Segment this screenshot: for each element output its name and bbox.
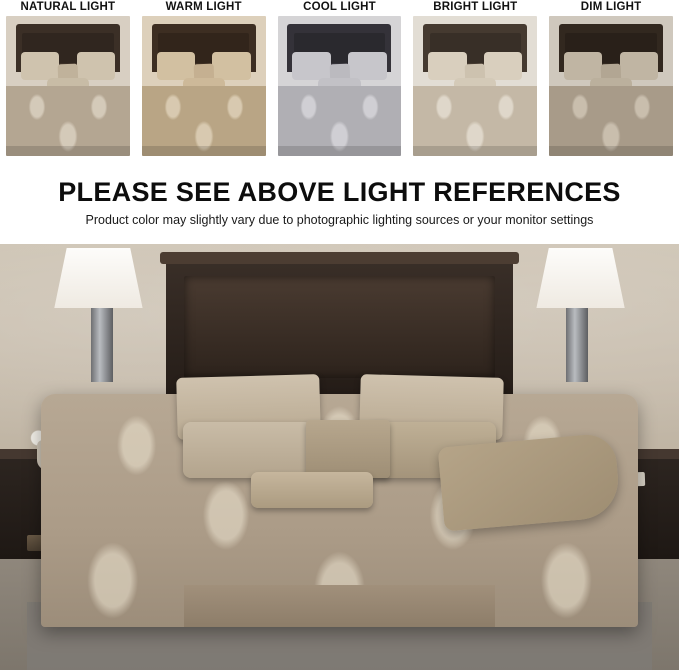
thumb-pillow-right	[348, 52, 386, 80]
bed-thumbnail-warm	[142, 16, 266, 156]
bed-thumbnail-dim	[549, 16, 673, 156]
hero-lamp-shade-left	[54, 248, 142, 308]
thumb-pillow-left	[428, 52, 466, 80]
bed-thumbnail-bright	[413, 16, 537, 156]
light-reference-label: DIM LIGHT	[580, 1, 642, 13]
light-reference-panel	[0, 0, 136, 172]
thumb-floor	[142, 146, 266, 156]
hero-lamp-base-left	[91, 308, 113, 382]
thumb-floor	[6, 146, 130, 156]
hero-standard-sham-left	[183, 422, 312, 478]
light-reference-panel	[407, 0, 543, 172]
light-reference-strip	[0, 0, 679, 172]
light-reference-label: WARM LIGHT	[165, 1, 242, 13]
hero-bedroom-photo	[0, 244, 679, 670]
light-reference-panel	[136, 0, 272, 172]
hero-lamp-base-right	[566, 308, 588, 382]
thumb-floor	[549, 146, 673, 156]
thumb-pillow-right	[484, 52, 522, 80]
light-reference-label: NATURAL LIGHT	[20, 1, 116, 13]
thumb-pillow-left	[157, 52, 195, 80]
headline-title: PLEASE SEE ABOVE LIGHT REFERENCES	[58, 177, 621, 207]
hero-decorative-pillow	[306, 420, 391, 478]
hero-bedskirt	[184, 585, 495, 627]
light-reference-panel	[543, 0, 679, 172]
hero-lamp-shade-right	[536, 248, 624, 308]
thumb-floor	[413, 146, 537, 156]
hero-bolster-pillow	[251, 472, 373, 508]
bed-thumbnail-cool	[278, 16, 402, 156]
light-reference-label: COOL LIGHT	[303, 1, 376, 13]
light-reference-label: BRIGHT LIGHT	[433, 1, 518, 13]
headline-band	[0, 172, 679, 244]
thumb-pillow-right	[212, 52, 250, 80]
thumb-pillow-left	[292, 52, 330, 80]
thumb-pillow-right	[77, 52, 115, 80]
thumb-pillow-left	[21, 52, 59, 80]
thumb-pillow-right	[620, 52, 658, 80]
thumb-pillow-left	[564, 52, 602, 80]
thumb-floor	[278, 146, 402, 156]
hero-headboard-crown	[160, 252, 520, 264]
bed-thumbnail-natural	[6, 16, 130, 156]
headline-subtitle: Product color may slightly vary due to photographic lighting sources or your monitor settings	[85, 213, 594, 227]
light-reference-panel	[272, 0, 408, 172]
